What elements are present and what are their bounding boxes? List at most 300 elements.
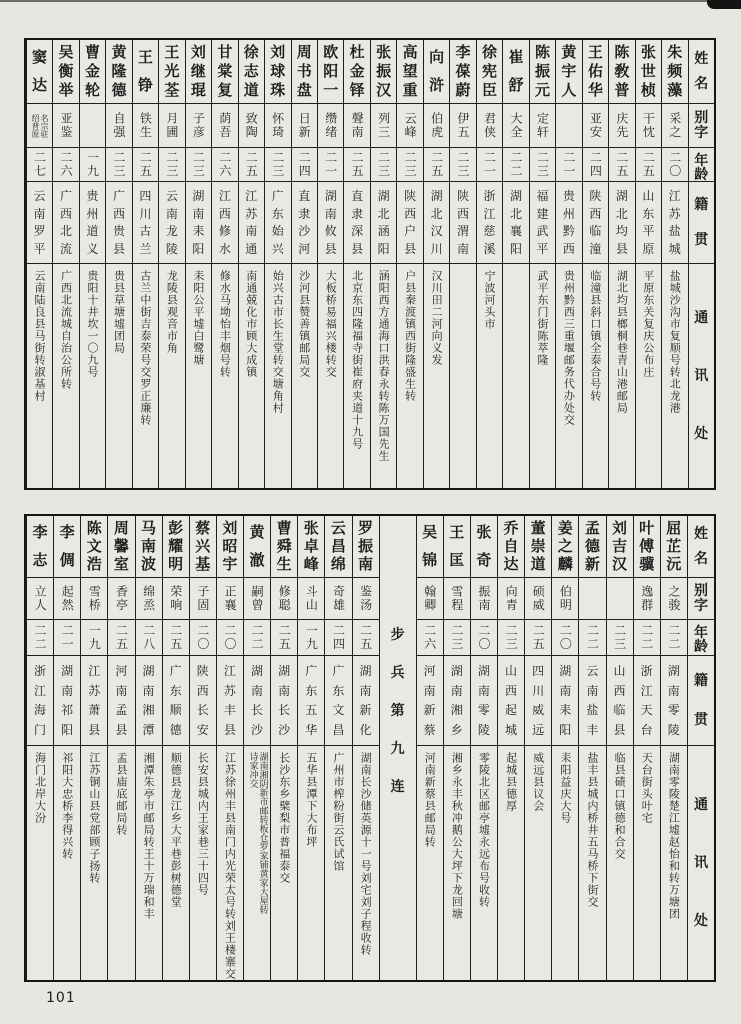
vertical-text: 二二 bbox=[508, 151, 523, 178]
char: 吉 bbox=[612, 536, 628, 555]
person-age bbox=[583, 148, 608, 182]
char: 川 bbox=[430, 242, 443, 257]
char: 昌 bbox=[330, 536, 346, 555]
char: 湖 bbox=[278, 664, 291, 679]
char: 隶 bbox=[298, 206, 311, 221]
char: 阳 bbox=[192, 242, 205, 257]
char: 书 bbox=[296, 62, 312, 80]
char: 四 bbox=[532, 664, 545, 679]
person-column bbox=[660, 516, 687, 980]
person-byname bbox=[186, 104, 211, 148]
char: 湖 bbox=[324, 188, 337, 203]
person-byname bbox=[108, 578, 134, 620]
char: 彭 bbox=[168, 518, 184, 537]
person-byname bbox=[325, 578, 351, 620]
char: 长 bbox=[278, 703, 291, 718]
vertical-text: 顺德县龙江乡大平巷彭树德堂 bbox=[169, 752, 183, 908]
vertical-text: 二五 bbox=[244, 151, 259, 178]
char: 籍 bbox=[693, 673, 708, 690]
person-origin bbox=[530, 182, 555, 264]
person-column bbox=[635, 40, 661, 488]
person-age bbox=[159, 148, 184, 182]
vertical-text: 绵烝 bbox=[141, 585, 156, 612]
char: 州 bbox=[86, 206, 99, 221]
vertical-text: 二七 bbox=[32, 151, 47, 178]
char: 别 bbox=[694, 109, 709, 126]
char: 川 bbox=[139, 206, 152, 221]
char: 崇 bbox=[530, 536, 546, 555]
char: 江 bbox=[668, 188, 681, 203]
person-address bbox=[190, 746, 216, 980]
person-origin bbox=[80, 182, 105, 264]
vertical-text: 二〇 bbox=[558, 624, 573, 651]
person-column bbox=[26, 516, 53, 980]
char: 南 bbox=[477, 683, 490, 698]
person-origin bbox=[163, 656, 189, 746]
person-address bbox=[136, 746, 162, 980]
person-origin bbox=[556, 182, 581, 264]
char: 世 bbox=[640, 62, 656, 80]
char: 南 bbox=[141, 536, 157, 555]
person-age bbox=[186, 148, 211, 182]
vertical-text: 二三 bbox=[403, 151, 418, 178]
char: 义 bbox=[86, 242, 99, 257]
char: 汉 bbox=[430, 224, 443, 239]
char: 西 bbox=[218, 206, 231, 221]
person-name bbox=[424, 40, 449, 104]
person-name bbox=[503, 40, 528, 104]
person-address bbox=[634, 746, 660, 980]
vertical-text: 一九 bbox=[304, 624, 319, 651]
vertical-text: 君侠 bbox=[482, 112, 497, 139]
person-column bbox=[185, 40, 211, 488]
char: 志 bbox=[243, 62, 259, 80]
char: 苏 bbox=[245, 206, 258, 221]
person-origin bbox=[371, 182, 396, 264]
vertical-text: 二二 bbox=[639, 624, 654, 651]
char: 叶 bbox=[639, 518, 655, 537]
char: 倜 bbox=[59, 550, 75, 569]
char: 西 bbox=[112, 206, 125, 221]
person-origin bbox=[444, 656, 470, 746]
char: 蔡 bbox=[423, 722, 436, 737]
char: 振 bbox=[358, 536, 374, 555]
char: 沙 bbox=[278, 722, 291, 737]
person-origin bbox=[271, 656, 297, 746]
char: 德 bbox=[584, 536, 600, 555]
char: 南 bbox=[423, 683, 436, 698]
person-column bbox=[633, 516, 660, 980]
char: 隆 bbox=[111, 62, 127, 80]
vertical-text: 五华县潭下大布坪 bbox=[304, 752, 318, 848]
unit-divider-label bbox=[380, 516, 416, 980]
vertical-text: 二三 bbox=[456, 151, 471, 178]
person-column bbox=[243, 516, 270, 980]
person-age bbox=[579, 620, 605, 656]
char: 陵 bbox=[667, 722, 680, 737]
vertical-text: 庆先 bbox=[614, 112, 629, 139]
person-origin bbox=[662, 182, 687, 264]
person-byname bbox=[54, 578, 80, 620]
person-name bbox=[325, 516, 351, 578]
person-byname bbox=[498, 578, 524, 620]
person-origin bbox=[298, 656, 324, 746]
vertical-text: 湘潭朱亭市邮局转王十万瑞和丰 bbox=[142, 752, 156, 920]
char: 张 bbox=[476, 523, 492, 542]
char: 南 bbox=[457, 242, 470, 257]
char: 之 bbox=[557, 536, 573, 555]
char: 丰 bbox=[586, 722, 599, 737]
vertical-text: 翰卿 bbox=[422, 585, 437, 612]
vertical-text: 海门北岸大汾 bbox=[33, 752, 47, 824]
char: 龙 bbox=[165, 224, 178, 239]
char: 振 bbox=[534, 62, 550, 80]
person-byname bbox=[344, 104, 369, 148]
person-column bbox=[476, 40, 502, 488]
char: 贯 bbox=[694, 231, 709, 248]
char: 盐 bbox=[668, 224, 681, 239]
person-address bbox=[106, 264, 131, 488]
char: 沙 bbox=[251, 722, 264, 737]
char: 广 bbox=[305, 664, 318, 679]
char: 张 bbox=[303, 518, 319, 537]
person-name bbox=[81, 516, 107, 578]
vertical-text: 二五 bbox=[138, 151, 153, 178]
char: 元 bbox=[534, 81, 550, 99]
person-address bbox=[397, 264, 422, 488]
char: 浩 bbox=[86, 555, 102, 574]
char: 潭 bbox=[142, 722, 155, 737]
person-name bbox=[477, 40, 502, 104]
char: 珠 bbox=[270, 81, 286, 99]
char: 佑 bbox=[587, 62, 603, 80]
char: 陵 bbox=[477, 722, 490, 737]
vertical-text: 二三 bbox=[535, 151, 550, 178]
char: 江 bbox=[218, 188, 231, 203]
char: 零 bbox=[667, 703, 680, 718]
char: 王 bbox=[137, 47, 153, 66]
vertical-text: 自强 bbox=[111, 112, 126, 139]
char: 杜 bbox=[349, 43, 365, 61]
vertical-text: 二六 bbox=[422, 624, 437, 651]
person-address bbox=[318, 264, 343, 488]
person-origin bbox=[81, 656, 107, 746]
char: 名 bbox=[693, 550, 708, 567]
person-age bbox=[471, 620, 497, 656]
char: 处 bbox=[694, 426, 709, 442]
char: 生 bbox=[276, 555, 292, 574]
char: 向 bbox=[429, 47, 445, 66]
char: 一 bbox=[323, 81, 339, 99]
vertical-text: 临县碛口镇德和合交 bbox=[613, 752, 627, 860]
char: 华 bbox=[305, 722, 318, 737]
vertical-text: 起然 bbox=[60, 585, 75, 612]
person-name bbox=[80, 40, 105, 104]
char: 兰 bbox=[139, 242, 152, 257]
person-byname bbox=[292, 104, 317, 148]
vertical-text: 雪程 bbox=[449, 585, 464, 612]
char: 广 bbox=[332, 664, 345, 679]
person-byname bbox=[583, 104, 608, 148]
vertical-text: 祁阳大忠桥李得兴转 bbox=[60, 752, 74, 860]
char: 北 bbox=[615, 206, 628, 221]
char: 刘 bbox=[612, 518, 628, 537]
char: 北 bbox=[509, 206, 522, 221]
person-address bbox=[325, 746, 351, 980]
person-byname bbox=[556, 104, 581, 148]
person-column bbox=[189, 516, 216, 980]
char: 董 bbox=[530, 518, 546, 537]
char: 县 bbox=[223, 722, 236, 737]
person-origin bbox=[450, 182, 475, 264]
person-column bbox=[26, 40, 52, 488]
vertical-text: 宁波河头市 bbox=[483, 270, 497, 330]
char: 江 bbox=[223, 664, 236, 679]
person-age bbox=[108, 620, 134, 656]
person-column bbox=[162, 516, 189, 980]
vertical-text: 二三 bbox=[376, 151, 391, 178]
header-cell bbox=[689, 264, 714, 488]
person-address bbox=[159, 264, 184, 488]
person-origin bbox=[636, 182, 661, 264]
char: 刘 bbox=[190, 43, 206, 61]
person-column bbox=[582, 40, 608, 488]
vertical-text: 子彦 bbox=[191, 112, 206, 139]
char: 北 bbox=[377, 206, 390, 221]
char: 浙 bbox=[483, 188, 496, 203]
person-age bbox=[133, 148, 158, 182]
char: 藻 bbox=[667, 81, 683, 99]
person-address bbox=[217, 746, 243, 980]
vertical-text: 铁生 bbox=[138, 112, 153, 139]
person-age bbox=[498, 620, 524, 656]
person-address bbox=[552, 746, 578, 980]
person-byname bbox=[81, 578, 107, 620]
person-address bbox=[212, 264, 237, 488]
person-byname bbox=[136, 578, 162, 620]
char: 慈 bbox=[483, 224, 496, 239]
char: 原 bbox=[642, 242, 655, 257]
char: 县 bbox=[615, 242, 628, 257]
char: 明 bbox=[168, 555, 184, 574]
vertical-text: 采之 bbox=[667, 112, 682, 139]
vertical-text: 正襄 bbox=[222, 585, 237, 612]
vertical-text: 二二 bbox=[585, 624, 600, 651]
person-name bbox=[344, 40, 369, 104]
person-byname bbox=[662, 104, 687, 148]
person-age bbox=[556, 148, 581, 182]
person-age bbox=[80, 148, 105, 182]
person-age bbox=[271, 620, 297, 656]
char: 刘 bbox=[270, 43, 286, 61]
person-byname bbox=[636, 104, 661, 148]
person-column bbox=[211, 40, 237, 488]
char: 湖 bbox=[559, 664, 572, 679]
vertical-text: 伯明 bbox=[558, 585, 573, 612]
char: 东 bbox=[271, 206, 284, 221]
char: 贵 bbox=[112, 224, 125, 239]
person-name bbox=[106, 40, 131, 104]
vertical-text: 列三 bbox=[376, 112, 391, 139]
vertical-text: 二六 bbox=[59, 151, 74, 178]
char: 名 bbox=[694, 76, 709, 93]
char: 南 bbox=[358, 555, 374, 574]
header-cell bbox=[689, 40, 714, 104]
person-column bbox=[324, 516, 351, 980]
person-byname bbox=[634, 578, 660, 620]
person-byname bbox=[471, 578, 497, 620]
person-address bbox=[371, 264, 396, 488]
person-byname bbox=[530, 104, 555, 148]
person-column bbox=[317, 40, 343, 488]
person-byname bbox=[244, 578, 270, 620]
char: 县 bbox=[324, 242, 337, 257]
person-byname bbox=[318, 104, 343, 148]
person-name bbox=[661, 516, 687, 578]
person-age bbox=[525, 620, 551, 656]
vertical-text: 聲南 bbox=[350, 112, 365, 139]
char: 新 bbox=[584, 555, 600, 574]
char: 城 bbox=[668, 242, 681, 257]
person-byname bbox=[27, 578, 53, 620]
char: 南 bbox=[359, 683, 372, 698]
person-origin bbox=[190, 656, 216, 746]
char: 蔡 bbox=[195, 518, 211, 537]
vertical-text: 湖南零陵楚江墟赵怡和转万塘团 bbox=[667, 752, 681, 920]
char: 阳 bbox=[559, 722, 572, 737]
person-address bbox=[81, 746, 107, 980]
char: 张 bbox=[640, 43, 656, 61]
person-column bbox=[270, 516, 297, 980]
person-name bbox=[471, 516, 497, 578]
char: 河 bbox=[115, 664, 128, 679]
vertical-text: 湘乡永丰秋冲鹅公大坪下龙回塘 bbox=[450, 752, 464, 920]
vertical-text: 二五 bbox=[358, 624, 373, 651]
person-age bbox=[397, 148, 422, 182]
person-name bbox=[190, 516, 216, 578]
char: 西 bbox=[562, 242, 575, 257]
vertical-text: 修水马坳怡丰烟号转 bbox=[218, 270, 232, 378]
vertical-text: 贵阳十井坎一〇九号 bbox=[85, 270, 99, 378]
char: 州 bbox=[562, 206, 575, 221]
person-address bbox=[636, 264, 661, 488]
char: 频 bbox=[667, 62, 683, 80]
vertical-text: 威远县议会 bbox=[531, 752, 545, 812]
char: 王 bbox=[587, 43, 603, 61]
char: 江 bbox=[88, 664, 101, 679]
person-age bbox=[662, 148, 687, 182]
char: 建 bbox=[536, 206, 549, 221]
char: 西 bbox=[505, 683, 518, 698]
char: 贵 bbox=[86, 188, 99, 203]
char: 东 bbox=[305, 683, 318, 698]
char: 县 bbox=[351, 242, 364, 257]
person-address bbox=[80, 264, 105, 488]
char: 东 bbox=[169, 683, 182, 698]
char: 川 bbox=[532, 683, 545, 698]
char: 振 bbox=[376, 62, 392, 80]
char: 步 bbox=[390, 627, 405, 643]
person-column bbox=[352, 516, 379, 980]
person-name bbox=[498, 516, 524, 578]
vertical-text: 涵阳西方通海口洪春永转陈万国先生 bbox=[377, 270, 391, 462]
char: 舜 bbox=[276, 536, 292, 555]
char: 南 bbox=[165, 206, 178, 221]
char: 陕 bbox=[457, 188, 470, 203]
person-origin bbox=[477, 182, 502, 264]
char: 文 bbox=[86, 536, 102, 555]
vertical-text: 沙河县赞善镇邮局交 bbox=[297, 270, 311, 378]
header-column bbox=[687, 516, 714, 980]
person-address bbox=[662, 264, 687, 488]
char: 直 bbox=[351, 188, 364, 203]
char: 湖 bbox=[509, 188, 522, 203]
char: 重 bbox=[402, 81, 418, 99]
person-name bbox=[397, 40, 422, 104]
char: 襄 bbox=[509, 224, 522, 239]
char: 新 bbox=[359, 703, 372, 718]
person-address bbox=[530, 264, 555, 488]
person-age bbox=[477, 148, 502, 182]
char: 陈 bbox=[86, 518, 102, 537]
char: 徐 bbox=[482, 43, 498, 61]
person-column bbox=[497, 516, 524, 980]
person-column bbox=[423, 40, 449, 488]
char: 河 bbox=[298, 242, 311, 257]
person-address bbox=[417, 746, 443, 980]
char: 朱 bbox=[667, 43, 683, 61]
person-address bbox=[265, 264, 290, 488]
char: 江 bbox=[245, 188, 258, 203]
char: 乡 bbox=[450, 722, 463, 737]
vertical-text: 二三 bbox=[504, 624, 519, 651]
char: 苏 bbox=[223, 683, 236, 698]
person-byname bbox=[450, 104, 475, 148]
char: 西 bbox=[457, 206, 470, 221]
header-cell bbox=[688, 516, 714, 578]
person-origin bbox=[244, 656, 270, 746]
vertical-text: 天台街头叶宅 bbox=[640, 752, 654, 824]
char: 普 bbox=[614, 81, 630, 99]
person-origin bbox=[424, 182, 449, 264]
person-address bbox=[579, 746, 605, 980]
vertical-text: 江苏铜山县党部顾子扬转 bbox=[87, 752, 101, 884]
char: 南 bbox=[559, 683, 572, 698]
vertical-text: 二四 bbox=[297, 151, 312, 178]
vertical-text: 怀琦 bbox=[270, 112, 285, 139]
char: 武 bbox=[536, 224, 549, 239]
person-byname bbox=[80, 104, 105, 148]
person-name bbox=[530, 40, 555, 104]
char: 县 bbox=[404, 242, 417, 257]
person-origin bbox=[133, 182, 158, 264]
person-address bbox=[556, 264, 581, 488]
header-cell bbox=[689, 104, 714, 148]
person-origin bbox=[106, 182, 131, 264]
vertical-text: 二五 bbox=[429, 151, 444, 178]
char: 湘 bbox=[450, 703, 463, 718]
char: 德 bbox=[169, 722, 182, 737]
char: 黄 bbox=[561, 43, 577, 61]
char: 黔 bbox=[562, 224, 575, 239]
char: 湖 bbox=[192, 188, 205, 203]
char: 匡 bbox=[449, 550, 465, 569]
char: 傅 bbox=[639, 536, 655, 555]
char: 湖 bbox=[667, 664, 680, 679]
vertical-text: 平原东关复庆公布庄 bbox=[641, 270, 655, 378]
char: 西 bbox=[613, 683, 626, 698]
vertical-text: 武平东门街陈萃隆 bbox=[535, 270, 549, 366]
